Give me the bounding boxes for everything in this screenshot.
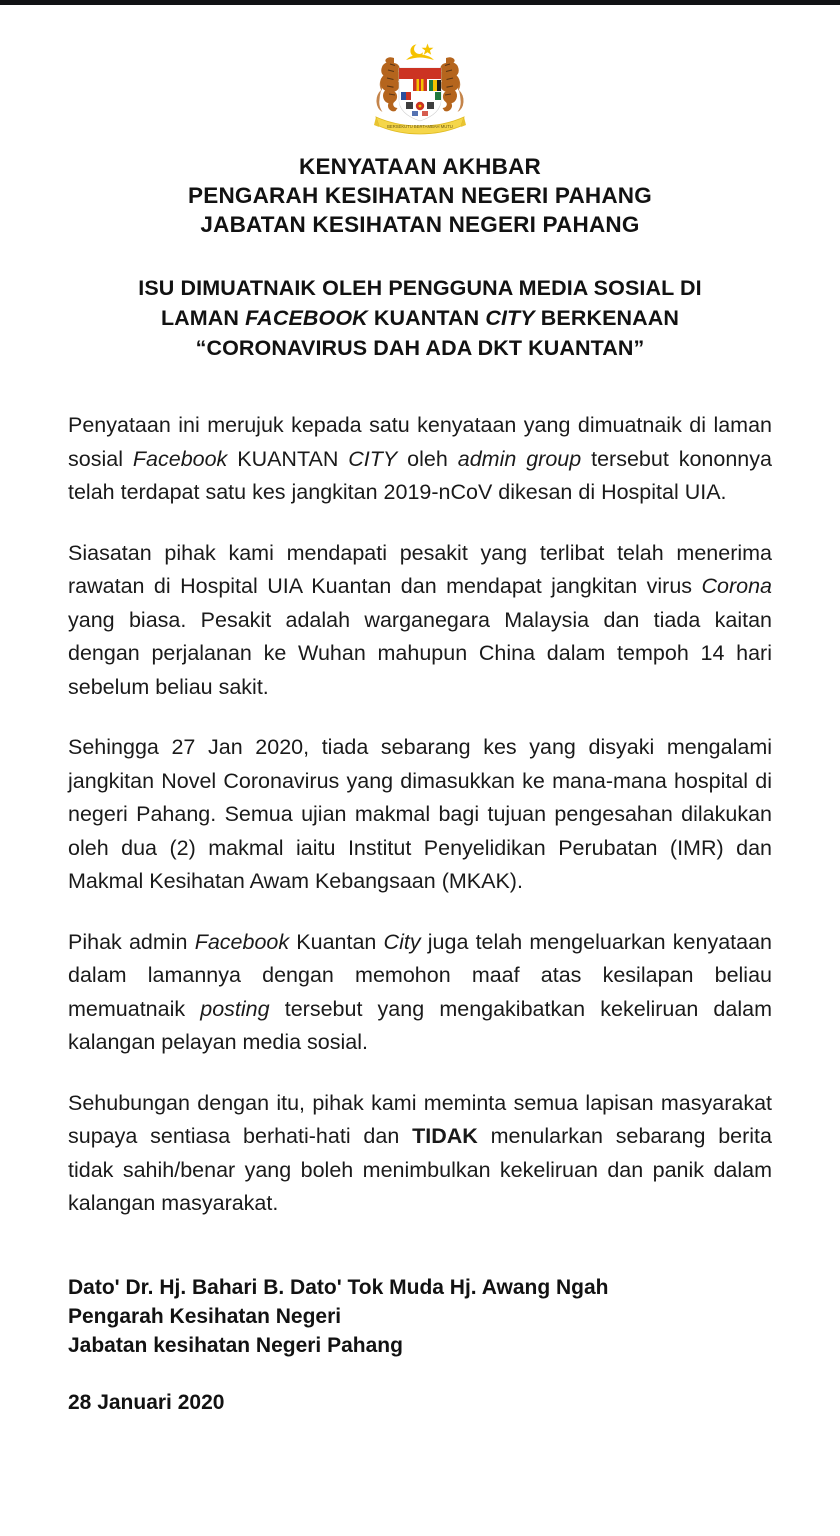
p4-s2: Kuantan bbox=[289, 929, 384, 954]
paragraph-5 bbox=[68, 1087, 772, 1221]
p4-posting: posting bbox=[200, 996, 270, 1021]
subheading-line-2-a: LAMAN bbox=[160, 306, 246, 330]
heading-line-2: PENGARAH KESIHATAN NEGERI PAHANG bbox=[188, 183, 652, 208]
p1-admin-group: admin group bbox=[457, 446, 582, 471]
p2-s1: Siasatan pihak kami mendapati pesakit yang terlibat telah menerima rawatan di Hospital UIA Kuantan dan mendapat jangkitan virus bbox=[68, 540, 772, 598]
signature-block bbox=[0, 1273, 840, 1360]
p1-facebook: Facebook bbox=[132, 446, 228, 471]
subheading-line-3: “CORONAVIRUS DAH ADA DKT KUANTAN” bbox=[195, 336, 645, 360]
heading-line-1: KENYATAAN AKHBAR bbox=[299, 154, 541, 179]
p2-s2: yang biasa. Pesakit adalah warganegara Malaysia dan tiada kaitan dengan perjalanan ke Wuhan mahupun China dalam tempoh 14 hari sebelum beliau sakit. bbox=[68, 607, 772, 699]
document-date: 28 Januari 2020 bbox=[68, 1390, 225, 1414]
top-edge-artifact bbox=[0, 0, 840, 5]
paragraph-4 bbox=[68, 926, 772, 1060]
document-heading bbox=[0, 152, 840, 239]
p1-s1: Penyataan ini merujuk kepada satu kenyataan yang dimuatnaik di laman sosial bbox=[68, 413, 772, 471]
subheading-line-2-e: BERKENAAN bbox=[534, 306, 680, 330]
emblem-container bbox=[0, 0, 840, 138]
p1-s2: KUANTAN bbox=[227, 446, 349, 471]
p4-s4: tersebut yang mengakibatkan kekeliruan dalam kalangan pelayan media sosial. bbox=[68, 996, 772, 1054]
subheading-line-2 bbox=[48, 303, 792, 333]
p1-city: CITY bbox=[348, 446, 398, 471]
document-subheading bbox=[0, 273, 840, 363]
p4-s1: Pihak admin bbox=[68, 929, 195, 954]
p4-s3: juga telah mengeluarkan kenyataan dalam lamannya dengan memohon maaf atas kesilapan beliau memuatnaik bbox=[68, 929, 772, 1021]
p5-s1: Sehubungan dengan itu, pihak kami meminta semua lapisan masyarakat supaya sentiasa berhati-hati dan bbox=[68, 1090, 772, 1148]
p4-city: City bbox=[383, 929, 421, 954]
subheading-line-2-c: KUANTAN bbox=[367, 306, 486, 330]
subheading-facebook: FACEBOOK bbox=[245, 306, 368, 330]
p4-facebook: Facebook bbox=[194, 929, 290, 954]
signatory-title: Pengarah Kesihatan Negeri bbox=[68, 1304, 342, 1328]
subheading-line-1: ISU DIMUATNAIK OLEH PENGGUNA MEDIA SOSIAL DI bbox=[138, 276, 702, 300]
signatory-name: Dato' Dr. Hj. Bahari B. Dato' Tok Muda Hj. Awang Ngah bbox=[68, 1275, 609, 1299]
p2-corona: Corona bbox=[701, 574, 772, 598]
paragraph-3 bbox=[68, 731, 772, 899]
p5-tidak-emphasis: TIDAK bbox=[412, 1124, 478, 1148]
heading-line-3: JABATAN KESIHATAN NEGERI PAHANG bbox=[200, 212, 640, 237]
document-body bbox=[0, 409, 840, 1221]
signatory-department: Jabatan kesihatan Negeri Pahang bbox=[68, 1333, 403, 1357]
p5-s2: menularkan sebarang berita tidak sahih/benar yang boleh menimbulkan kekeliruan dan panik dalam kalangan masyarakat. bbox=[68, 1124, 772, 1215]
paragraph-1 bbox=[68, 409, 772, 510]
malaysia-coat-of-arms-icon bbox=[354, 34, 486, 138]
p3-s1: Sehingga 27 Jan 2020, tiada sebarang kes yang disyaki mengalami jangkitan Novel Coronavirus yang dimasukkan ke mana-mana hospital di negeri Pahang. Semua ujian makmal bagi tujuan pengesahan dilakukan oleh dua (2) makmal iaitu Institut Penyelidikan Perubatan (IMR) dan Makmal Kesihatan Awam Kebangsaan (MKAK). bbox=[68, 735, 772, 893]
subheading-city: CITY bbox=[485, 306, 535, 330]
svg-text:BERSEKUTU BERTAMBAH MUTU: BERSEKUTU BERTAMBAH MUTU bbox=[387, 124, 453, 129]
p1-s4: tersebut kononnya telah terdapat satu kes jangkitan 2019-nCoV dikesan di Hospital UIA. bbox=[68, 446, 772, 504]
p1-s3: oleh bbox=[397, 446, 458, 471]
paragraph-2 bbox=[68, 537, 772, 705]
